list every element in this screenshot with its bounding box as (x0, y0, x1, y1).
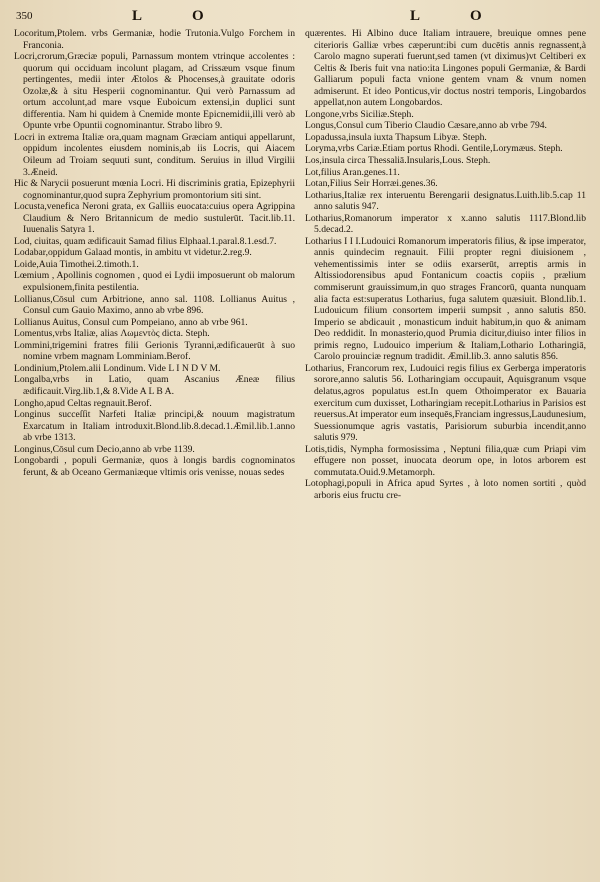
dictionary-entry: Longobardi , populi Germaniæ, quos à longis bardis cognominatos ferunt, & ab Oceano Germaniæque vltimis oris venisse, nouas sedes (14, 455, 295, 478)
left-column (14, 28, 295, 873)
dictionary-entry: Locusta,venefica Neroni grata, ex Galliis euocata:cuius opera Agrippina Claudium & Nero Britannicum de medio sustulerūt. Tacit.lib.11. Iuuenalis Satyra 1. (14, 201, 295, 236)
dictionary-entry: Lot,filius Aran.genes.11. (305, 166, 400, 178)
page-number: 350 (16, 10, 33, 22)
dictionary-entry: Lodabar,oppidum Galaad montis, in ambitu vt videtur.2.reg.9. (14, 247, 252, 259)
dictionary-entry: quærentes. Hi Albino duce Italiam intrauere, breuique omnes pene citerioris Galliæ vrbes cæperunt:ibi cum ducētis annis regnassent,à Carolo magno superati fuerunt,sed tamen (vt diximus)vt Celtiberi ex Celtis & Iberis fuit vna natio:ita Lingones populi Germaniæ, & Bardi Galliarum populi facta vnione gentem vnam & vnum nomen admiserunt. Et ideo Ponticus,vir doctus nostri temporis, Lingobardos appellat,non autem Longobardos. (305, 28, 586, 109)
dictionary-entry: Lomentus,vrbs Italiæ, alias Λωμεντὸς dicta. Steph. (14, 328, 210, 340)
dictionary-entry: Lopadussa,insula iuxta Thapsum Libyæ. Steph. (305, 131, 487, 143)
dictionary-entry: Lotan,Filius Seir Horræi.genes.36. (305, 178, 438, 190)
dictionary-entry: Londinium,Ptolem.alii Londinum. Vide L I N D V M. (14, 362, 221, 374)
dictionary-entry: Lotharius,Romanorum imperator x x.anno salutis 1117.Blond.lib 5.decad.2. (305, 212, 586, 236)
header-letter: O (470, 8, 484, 24)
dictionary-entry: Longone,vrbs Siciliæ.Steph. (305, 108, 414, 120)
dictionary-entry: Locoritum,Ptolem. vrbs Germaniæ, hodie Trutonia.Vulgo Forchem in Franconia. (14, 28, 295, 51)
dictionary-entry: Longus,Consul cum Tiberio Claudio Cæsare,anno ab vrbe 794. (305, 120, 547, 132)
dictionary-entry: Longalba,vrbs in Latio, quam Ascanius Æneæ filius ædificauit.Virg.lib.1,& 8.Vide A L B A. (14, 374, 295, 397)
dictionary-entry: Lod, ciuitas, quam ædificauit Samad filius Elphaal.1.paral.8.1.esd.7. (14, 235, 277, 247)
header-letter: O (192, 8, 206, 24)
dictionary-entry: Hic & Narycii posuerunt mœnia Locri. Hi discriminis gratia, Epizephyrii cognominantur,quod supra Zephyrium promontorium siti sint. (14, 178, 295, 201)
dictionary-entry: Lœmium , Apollinis cognomen , quod ei Lydii imposuerunt ob malorum expulsionem,finita pestilentia. (14, 270, 295, 294)
header-letter: L (132, 8, 145, 24)
dictionary-entry: Lotharius, Francorum rex, Ludouici regis filius ex Gerberga imperatoris sorore,anno salutis 56. Lotharingiam occupauit, Aquisgranum vsque delatus,agros populatus est.In quem Othoimperator ex Bauaria exercitum cum duxisset, Lotharingiam recepit.Lotharius in Parisios est reuersus.At imperator eum insequēs,Franciam ingressus,Laudunesium, Suessionumque agris vastatis, Parisiorum suburbia incendit,anno salutis 979. (305, 362, 586, 444)
dictionary-entry: Loryma,vrbs Cariæ.Etiam portus Rhodi. Gentile,Lorymæus. Steph. (305, 143, 563, 155)
dictionary-entry: Los,insula circa Thessaliā.Insularis,Lous. Steph. (305, 155, 491, 167)
dictionary-entry: Lollianus,Cōsul cum Arbitrione, anno sal. 1108. Lollianus Auitus , Consul cum Gauio Maximo, anno ab vrbe 896. (14, 293, 295, 317)
right-column (305, 28, 586, 873)
dictionary-entry: Longinus succeſſit Narfeti Italiæ principi,& nouum magistratum Exarcatum in Italiam introduxit.Blond.lib.8.decad.1.Æmil.lib.1.anno ab vrbe 1313. (14, 409, 295, 444)
dictionary-entry: Lotharius I I I.Ludouici Romanorum imperatoris filius, & ipse imperator, annis quindecim regnauit. Filii propter regni diuisionem , vehementissimis inter se odiis exarserūt, arreptis armis in Altissiodorensibus apud Fontanicum coactis copiis , prælium commiserunt grauissimum,in quo strages Francorū, quanta nunquam alia facta est:superatus Lotharius, fuga salutem quæsiuit. Blond.lib.1. Ludouicum filium consortem imperii sumpsit , anno salutis 850. Imperio se abdicauit , monasticum induit habitum,in quo & animam Deo reddidit. In monasterio,quod Prumia dicitur,diuiso inter filios in primis regno, Ludouico imperium & Italiam,Lothario Lotharingiā, Carolo prouinciæ regnum tradidit. Æmil.lib.3. anno salutis 856. (305, 235, 586, 363)
dictionary-entry: Loide,Auia Timothei.2.timoth.1. (14, 258, 139, 270)
dictionary-entry: Locri,crorum,Græciæ populi, Parnassum montem vtrinque accolentes : quorum qui occiduam incolunt plagam, ad Crissæum vsque finum pertingentes, medii inter Ætolos & Phocenses,à grauitate odoris Ozolæ,& à situ Hesperii cognominantur. Qui verò Parnassum ad ortum accolunt,ad mare vsque Euboicum extensi,in duplici sunt differentia. Nam hi quidem à Cnemide monte Epicnemidii,illi verò ab Opunte vrbe Opuntii cognominantur. Strabo libro 9. (14, 51, 295, 132)
running-header (14, 8, 586, 28)
dictionary-entry: Lommini,trigemini fratres filii Gerionis Tyranni,ædificauerūt à suo nomine vrbem magnam Lomminiam.Berof. (14, 339, 295, 363)
dictionary-entry: Locri in extrema Italiæ ora,quam magnam Græciam antiqui appellarunt, oppidum incolentes eiusdem nominis,ab iis Locris, qui Aiacem Oileum ad Troiam sequuti sunt, conditum. Seruius in illud Virgilii 3.Æneid. (14, 131, 295, 178)
text-columns (14, 28, 586, 873)
dictionary-entry: Lotophagi,populi in Africa apud Syrtes , à loto nomen sortiti , quòd arboris eius fructu cre- (305, 478, 586, 501)
dictionary-entry: Lotis,tidis, Nympha formosissima , Neptuni filia,quæ cum Priapi vim effugere non posset, inuocata deorum ope, in lotos arborem est commutata.Ouid.9.Metamorph. (305, 443, 586, 478)
header-letter: L (410, 8, 423, 24)
dictionary-entry: Longho,apud Celtas regnauit.Berof. (14, 397, 152, 409)
dictionary-entry: Lotharius,Italiæ rex interuentu Berengarii designatus.Luith.lib.5.cap 11 anno salutis 947. (305, 189, 586, 213)
dictionary-entry: Longinus,Cōsul cum Decio,anno ab vrbe 1139. (14, 443, 195, 455)
dictionary-entry: Lollianus Auitus, Consul cum Pompeiano, anno ab vrbe 961. (14, 316, 248, 328)
